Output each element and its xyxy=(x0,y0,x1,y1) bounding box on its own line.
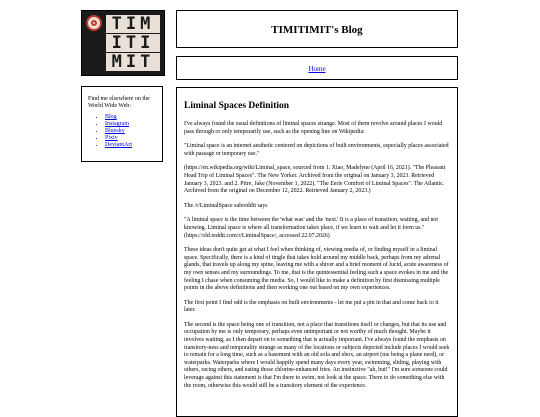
bluesky-link[interactable]: Bluesky xyxy=(105,128,125,134)
list-item xyxy=(105,128,156,135)
wikipedia-quote: "Liminal space is an internet aesthetic centered on depictions of built environments, especially places associated with passage or temporary use." xyxy=(184,143,449,157)
site-header xyxy=(176,10,458,48)
blog-link[interactable]: Blog xyxy=(105,114,117,120)
site-logo[interactable] xyxy=(81,10,165,76)
reddit-quote: "A liminal space is the time between the 'what was' and the 'next.' It is a place of transition, waiting, and not knowing. Liminal space is where all transformation takes place, if we learn to wait and let it form us." (https://old.reddit.com/r/LiminalSpace/, accessed 22.07.2026) xyxy=(184,217,438,239)
list-item xyxy=(105,114,156,121)
home-link[interactable]: Home xyxy=(308,65,326,73)
list-item xyxy=(105,121,156,128)
post-paragraph: The /r/LiminalSpace subreddit says xyxy=(184,202,268,209)
sidebar-intro: Find me elsewhere on the World Wide Web: xyxy=(88,96,150,109)
logo-letters-row-3: MIT xyxy=(106,53,160,71)
logo-letters-row-2: ITI xyxy=(106,34,160,52)
post-paragraph: These ideas don't quite get at what I feel when thinking of, viewing media of, or finding myself in a liminal space. Specifically, there is a kind of tingle that takes hold around my middle back, perhaps from my adrenal glands, that travels up along my spine, leaving me with a shiver and a brief moment of lucid, acute awareness of my own senses and my surroundings. To me, that is the quintessential feeling such a space evokes in me and the feeling I chase when consuming the media. So, I would like to make a definition by first dismissing multiple points in the above definitions and then working one out based on my own experiences. xyxy=(184,247,449,292)
deviantart-link[interactable]: DeviantArt xyxy=(105,142,132,148)
logo-letters-row-1: TIM xyxy=(106,15,160,33)
post-paragraph: I've always found the usual definitions of liminal spaces strange. Most of them revolve around places I would pass through or only temporarily use, such as the opening line on Wikipedia: xyxy=(184,121,443,135)
logo-spiral-icon xyxy=(86,15,102,31)
social-links-list xyxy=(88,114,156,149)
citation-paragraph: (https://en.wikipedia.org/wiki/Liminal_space, sourced from 1. Xiao, Madelyne (April 16, 2021). "The Pleasant Head Trip of Liminal Spaces". The New Yorker. Archived from the original on January 3, 2023. Retrieved January 3, 2023. and 2. Pitre, Jake (November 1, 2022). "The Eerie Comfort of Liminal Spaces". The Atlantic. Archived from the original on December 12, 2022. Retrieved January 2, 2023.) xyxy=(184,165,446,195)
sidebar xyxy=(81,86,163,162)
site-title: TIMITIMIT's Blog xyxy=(271,24,363,36)
instagram-link[interactable]: Instagram xyxy=(105,121,129,127)
pixiv-link[interactable]: Pixiv xyxy=(105,135,118,141)
list-item xyxy=(105,135,156,142)
post-title: Liminal Spaces Definition xyxy=(184,101,290,111)
list-item xyxy=(105,142,156,149)
post-paragraph: The first point I find odd is the emphasis on built environments - let me put a pin in that and come back to it later. xyxy=(184,299,439,314)
post-paragraph: The second is the space being one of transition, not a place that transitions itself or changes, but that its use and occupation by me is only temporary, perhaps even unimportant or not worthy of much thought. Maybe it involves waiting, as I then depart on to something that is actually important. I've always found the emphasis on transitory-ness and temporality strange as many of the locations or subjects depicted include places I would seek to remain for a long time, such as a basement with an old sofa and xbox, an airport (me being a plane nerd), or waterparks. Waterparks where I would happily spend many days every year, swimming, sliding, playing with others, racing others, and eating those chlorine-enhanced fries. An instinctive "ah, but!" I'm sure someone could leverage against this statement is that I'm there to swim, not look at the space. There to do something else with the room, otherwise this would still be a transitory element of the experience. xyxy=(184,321,450,389)
nav-bar xyxy=(176,56,458,80)
post-content xyxy=(176,87,458,417)
